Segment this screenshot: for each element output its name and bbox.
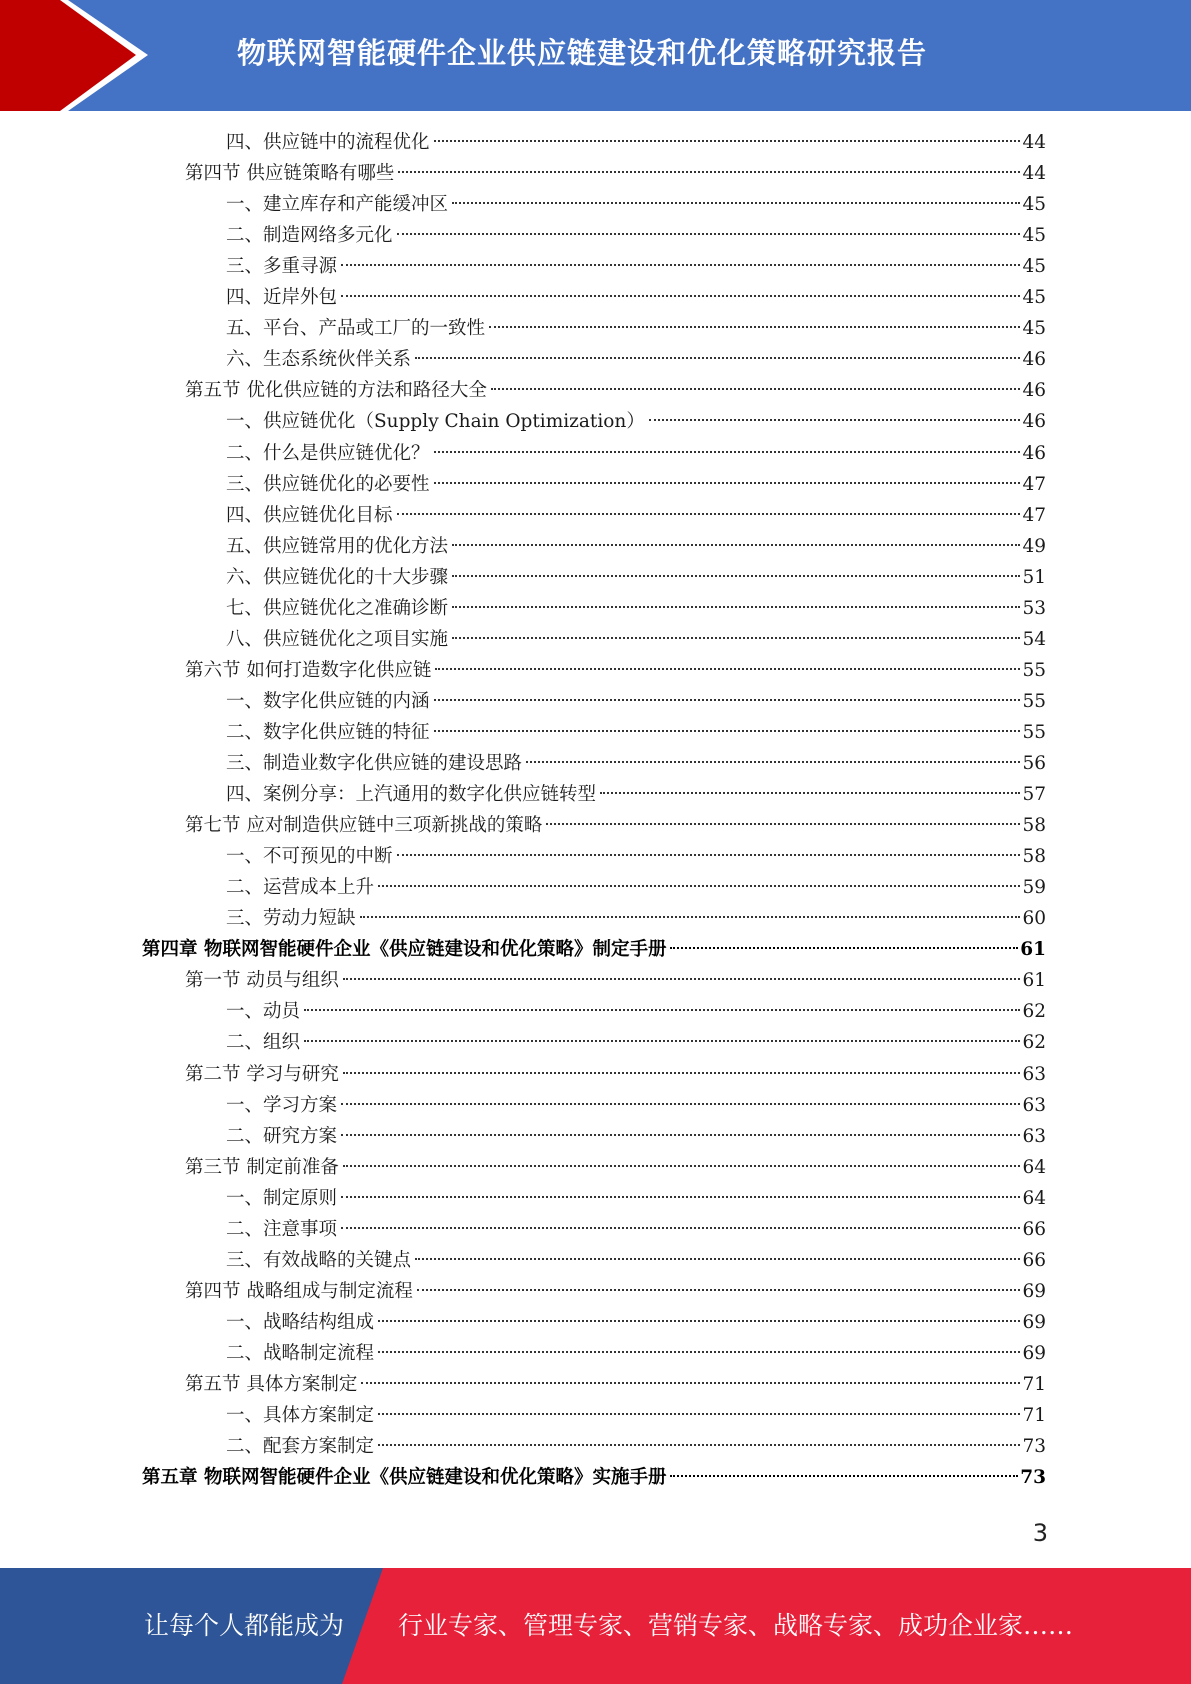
toc-dot-leader — [341, 1102, 1020, 1105]
toc-dot-leader — [343, 977, 1021, 980]
toc-entry-page: 45 — [1022, 194, 1046, 216]
toc-entry-label: 二、组织 — [226, 1032, 301, 1054]
toc-entry-label: 二、数字化供应链的特征 — [226, 721, 430, 743]
toc-entry-section[interactable] — [185, 655, 1046, 686]
toc-entry-page: 47 — [1022, 504, 1046, 526]
toc-entry-item[interactable] — [226, 500, 1046, 531]
toc-entry-label: 第一节 动员与组织 — [185, 970, 339, 992]
toc-entry-item[interactable] — [226, 779, 1046, 810]
report-title: 物联网智能硬件企业供应链建设和优化策略研究报告 — [237, 36, 928, 70]
toc-dot-leader — [434, 139, 1021, 142]
toc-entry-label: 第六节 如何打造数字化供应链 — [185, 659, 432, 681]
toc-entry-page: 63 — [1022, 1063, 1046, 1085]
toc-dot-leader — [546, 822, 1020, 825]
toc-dot-leader — [397, 512, 1021, 515]
toc-entry-item[interactable] — [226, 1214, 1046, 1245]
toc-entry-page: 71 — [1022, 1374, 1046, 1395]
toc-entry-section[interactable] — [185, 1152, 1046, 1183]
toc-entry-label: 第四节 供应链策略有哪些 — [185, 163, 395, 185]
toc-dot-leader — [397, 232, 1021, 235]
toc-entry-label: 六、供应链优化的十大步骤 — [226, 566, 449, 588]
toc-dot-leader — [343, 1164, 1021, 1167]
toc-entry-item[interactable] — [226, 1307, 1046, 1338]
toc-entry-page: 61 — [1020, 939, 1046, 961]
toc-entry-label: 一、具体方案制定 — [226, 1405, 375, 1427]
toc-entry-page: 58 — [1022, 846, 1046, 868]
toc-entry-label: 一、动员 — [226, 1001, 301, 1023]
toc-entry-label: 三、供应链优化的必要性 — [226, 473, 430, 495]
toc-entry-item[interactable] — [226, 562, 1046, 593]
toc-entry-item[interactable] — [226, 438, 1046, 469]
toc-entry-label: 一、建立库存和产能缓冲区 — [226, 194, 449, 216]
toc-entry-section[interactable] — [185, 1369, 1046, 1400]
toc-entry-section[interactable] — [185, 375, 1046, 406]
toc-entry-label: 一、供应链优化（Supply Chain Optimization） — [226, 411, 645, 433]
toc-entry-page: 45 — [1022, 287, 1046, 309]
toc-entry-page: 61 — [1022, 970, 1046, 992]
toc-entry-label: 三、制造业数字化供应链的建设思路 — [226, 753, 523, 774]
toc-entry-label: 四、近岸外包 — [226, 287, 338, 309]
toc-entry-page: 62 — [1022, 1032, 1046, 1054]
toc-dot-leader — [670, 1474, 1018, 1477]
toc-entry-page: 62 — [1022, 1001, 1046, 1023]
toc-entry-item[interactable] — [226, 1027, 1046, 1058]
toc-entry-page: 44 — [1022, 132, 1046, 153]
toc-entry-label: 第三节 制定前准备 — [185, 1156, 339, 1178]
toc-entry-page: 69 — [1022, 1311, 1046, 1333]
toc-entry-page: 55 — [1022, 659, 1046, 681]
toc-dot-leader — [434, 481, 1021, 484]
toc-entry-item[interactable] — [226, 220, 1046, 251]
toc-entry-item[interactable] — [226, 189, 1046, 220]
toc-entry-label: 一、不可预见的中断 — [226, 846, 393, 868]
toc-dot-leader — [434, 450, 1021, 453]
toc-dot-leader — [435, 667, 1020, 670]
toc-dot-leader — [452, 543, 1020, 546]
toc-entry-label: 第五节 具体方案制定 — [185, 1374, 358, 1395]
page-header — [0, 0, 1191, 111]
toc-entry-page: 71 — [1022, 1405, 1046, 1427]
toc-dot-leader — [341, 1133, 1020, 1136]
toc-entry-item[interactable] — [226, 624, 1046, 655]
toc-dot-leader — [670, 946, 1018, 949]
toc-dot-leader — [649, 418, 1021, 421]
toc-entry-label: 第四节 战略组成与制定流程 — [185, 1280, 413, 1302]
toc-dot-leader — [397, 853, 1021, 856]
toc-entry-page: 54 — [1022, 628, 1046, 650]
footer-slogan-right: 行业专家、管理专家、营销专家、战略专家、成功企业家…… — [398, 1611, 1074, 1640]
toc-entry-label: 四、供应链中的流程优化 — [226, 132, 430, 153]
toc-entry-label: 六、生态系统伙伴关系 — [226, 349, 412, 371]
chevron-arrow-icon — [0, 0, 150, 111]
toc-entry-label: 七、供应链优化之准确诊断 — [226, 597, 449, 619]
toc-entry-page: 55 — [1022, 690, 1046, 712]
toc-dot-leader — [452, 605, 1020, 608]
toc-entry-page: 46 — [1022, 442, 1046, 464]
toc-dot-leader — [378, 1412, 1020, 1415]
toc-entry-chapter[interactable] — [142, 934, 1046, 965]
toc-dot-leader — [417, 1288, 1021, 1291]
toc-entry-section[interactable] — [185, 965, 1046, 996]
toc-entry-page: 46 — [1022, 349, 1046, 371]
toc-entry-label: 三、劳动力短缺 — [226, 908, 356, 930]
toc-entry-section[interactable] — [185, 158, 1046, 189]
toc-entry-page: 66 — [1022, 1249, 1046, 1271]
toc-entry-page: 45 — [1022, 318, 1046, 340]
toc-entry-item[interactable] — [226, 313, 1046, 344]
toc-entry-item[interactable] — [226, 469, 1046, 500]
toc-entry-label: 第五节 优化供应链的方法和路径大全 — [185, 380, 487, 402]
toc-dot-leader — [452, 201, 1020, 204]
toc-entry-label: 二、什么是供应链优化？ — [226, 442, 430, 464]
toc-entry-item[interactable] — [226, 1183, 1046, 1214]
toc-entry-page: 64 — [1022, 1187, 1046, 1209]
page-footer — [0, 1568, 1191, 1684]
toc-dot-leader — [491, 387, 1021, 390]
toc-entry-page: 47 — [1022, 473, 1046, 495]
toc-entry-item[interactable] — [226, 1338, 1046, 1369]
toc-entry-item[interactable] — [226, 996, 1046, 1027]
toc-entry-label: 二、制造网络多元化 — [226, 225, 393, 247]
toc-dot-leader — [489, 325, 1020, 328]
toc-entry-page: 57 — [1022, 784, 1046, 806]
toc-entry-item[interactable] — [226, 344, 1046, 375]
toc-dot-leader — [343, 1071, 1021, 1074]
footer-slogan-left: 让每个人都能成为 — [144, 1611, 345, 1640]
toc-entry-item[interactable] — [226, 841, 1046, 872]
toc-entry-page: 49 — [1022, 535, 1046, 557]
toc-entry-page: 44 — [1022, 163, 1046, 185]
toc-entry-page: 64 — [1022, 1156, 1046, 1178]
toc-dot-leader — [434, 698, 1021, 701]
toc-entry-label: 二、运营成本上升 — [226, 877, 375, 899]
toc-entry-page: 51 — [1022, 566, 1046, 588]
toc-dot-leader — [304, 1008, 1020, 1011]
toc-entry-page: 55 — [1022, 721, 1046, 743]
toc-dot-leader — [361, 1381, 1020, 1384]
toc-dot-leader — [378, 1319, 1020, 1322]
toc-entry-item[interactable] — [226, 1121, 1046, 1152]
toc-entry-section[interactable] — [185, 1059, 1046, 1090]
toc-entry-label: 一、数字化供应链的内涵 — [226, 690, 430, 712]
toc-dot-leader — [415, 356, 1020, 359]
toc-entry-item[interactable] — [226, 686, 1046, 717]
toc-entry-item[interactable] — [226, 717, 1046, 748]
toc-dot-leader — [378, 884, 1020, 887]
toc-entry-item[interactable] — [226, 872, 1046, 903]
toc-entry-section[interactable] — [185, 1276, 1046, 1307]
toc-entry-item[interactable] — [226, 1431, 1046, 1462]
toc-entry-label: 第四章 物联网智能硬件企业《供应链建设和优化策略》制定手册 — [142, 939, 667, 961]
toc-entry-page: 69 — [1022, 1342, 1046, 1364]
toc-dot-leader — [304, 1039, 1020, 1042]
toc-entry-page: 63 — [1022, 1125, 1046, 1147]
toc-entry-label: 二、注意事项 — [226, 1218, 338, 1240]
toc-dot-leader — [341, 1195, 1020, 1198]
toc-entry-label: 四、案例分享：上汽通用的数字化供应链转型 — [226, 784, 597, 806]
toc-entry-item[interactable] — [226, 282, 1046, 313]
toc-entry-item[interactable] — [226, 593, 1046, 624]
toc-entry-label: 四、供应链优化目标 — [226, 504, 393, 526]
toc-entry-page: 63 — [1022, 1094, 1046, 1116]
toc-dot-leader — [526, 760, 1020, 763]
toc-entry-page: 46 — [1022, 411, 1046, 433]
toc-entry-label: 第七节 应对制造供应链中三项新挑战的策略 — [185, 815, 543, 837]
toc-dot-leader — [415, 1257, 1020, 1260]
toc-entry-page: 73 — [1022, 1436, 1046, 1458]
toc-dot-leader — [452, 574, 1020, 577]
toc-dot-leader — [398, 170, 1020, 173]
toc-entry-page: 56 — [1022, 753, 1046, 774]
toc-entry-label: 三、多重寻源 — [226, 256, 338, 278]
toc-dot-leader — [360, 915, 1021, 918]
toc-entry-item[interactable] — [226, 748, 1046, 779]
toc-entry-section[interactable] — [185, 810, 1046, 841]
toc-entry-label: 二、研究方案 — [226, 1125, 338, 1147]
toc-entry-label: 一、战略结构组成 — [226, 1311, 375, 1333]
toc-entry-label: 一、制定原则 — [226, 1187, 338, 1209]
toc-entry-label: 五、平台、产品或工厂的一致性 — [226, 318, 486, 340]
toc-dot-leader — [452, 636, 1020, 639]
toc-entry-page: 45 — [1022, 256, 1046, 278]
toc-dot-leader — [341, 263, 1020, 266]
toc-entry-label: 一、学习方案 — [226, 1094, 338, 1116]
toc-entry-page: 69 — [1022, 1280, 1046, 1302]
toc-dot-leader — [341, 294, 1020, 297]
toc-entry-page: 58 — [1022, 815, 1046, 837]
toc-entry-item[interactable] — [226, 903, 1046, 934]
toc-dot-leader — [378, 1443, 1020, 1446]
toc-entry-item[interactable] — [226, 1090, 1046, 1121]
toc-entry-item[interactable] — [226, 1400, 1046, 1431]
toc-entry-label: 二、战略制定流程 — [226, 1342, 375, 1364]
toc-entry-item[interactable] — [226, 531, 1046, 562]
toc-entry-page: 53 — [1022, 597, 1046, 619]
toc-entry-label: 三、有效战略的关键点 — [226, 1249, 412, 1271]
toc-dot-leader — [378, 1350, 1020, 1353]
toc-entry-page: 45 — [1022, 225, 1046, 247]
toc-entry-label: 二、配套方案制定 — [226, 1436, 375, 1458]
toc-entry-page: 66 — [1022, 1218, 1046, 1240]
toc-entry-page: 60 — [1022, 908, 1046, 930]
toc-entry-label: 五、供应链常用的优化方法 — [226, 535, 449, 557]
toc-entry-page: 73 — [1020, 1467, 1046, 1489]
toc-dot-leader — [434, 729, 1021, 732]
toc-dot-leader — [600, 791, 1020, 794]
toc-entry-page: 59 — [1022, 877, 1046, 899]
toc-entry-page: 46 — [1022, 380, 1046, 402]
toc-entry-item[interactable] — [226, 1245, 1046, 1276]
toc-entry-item[interactable] — [226, 127, 1046, 158]
toc-entry-label: 八、供应链优化之项目实施 — [226, 628, 449, 650]
page-number: 3 — [1032, 1519, 1048, 1547]
toc-entry-item[interactable] — [226, 251, 1046, 282]
toc-entry-item[interactable] — [226, 406, 1046, 437]
toc-entry-chapter[interactable] — [142, 1462, 1046, 1493]
toc-entry-label: 第二节 学习与研究 — [185, 1063, 339, 1085]
toc-dot-leader — [341, 1226, 1020, 1229]
toc-entry-label: 第五章 物联网智能硬件企业《供应链建设和优化策略》实施手册 — [142, 1467, 667, 1489]
